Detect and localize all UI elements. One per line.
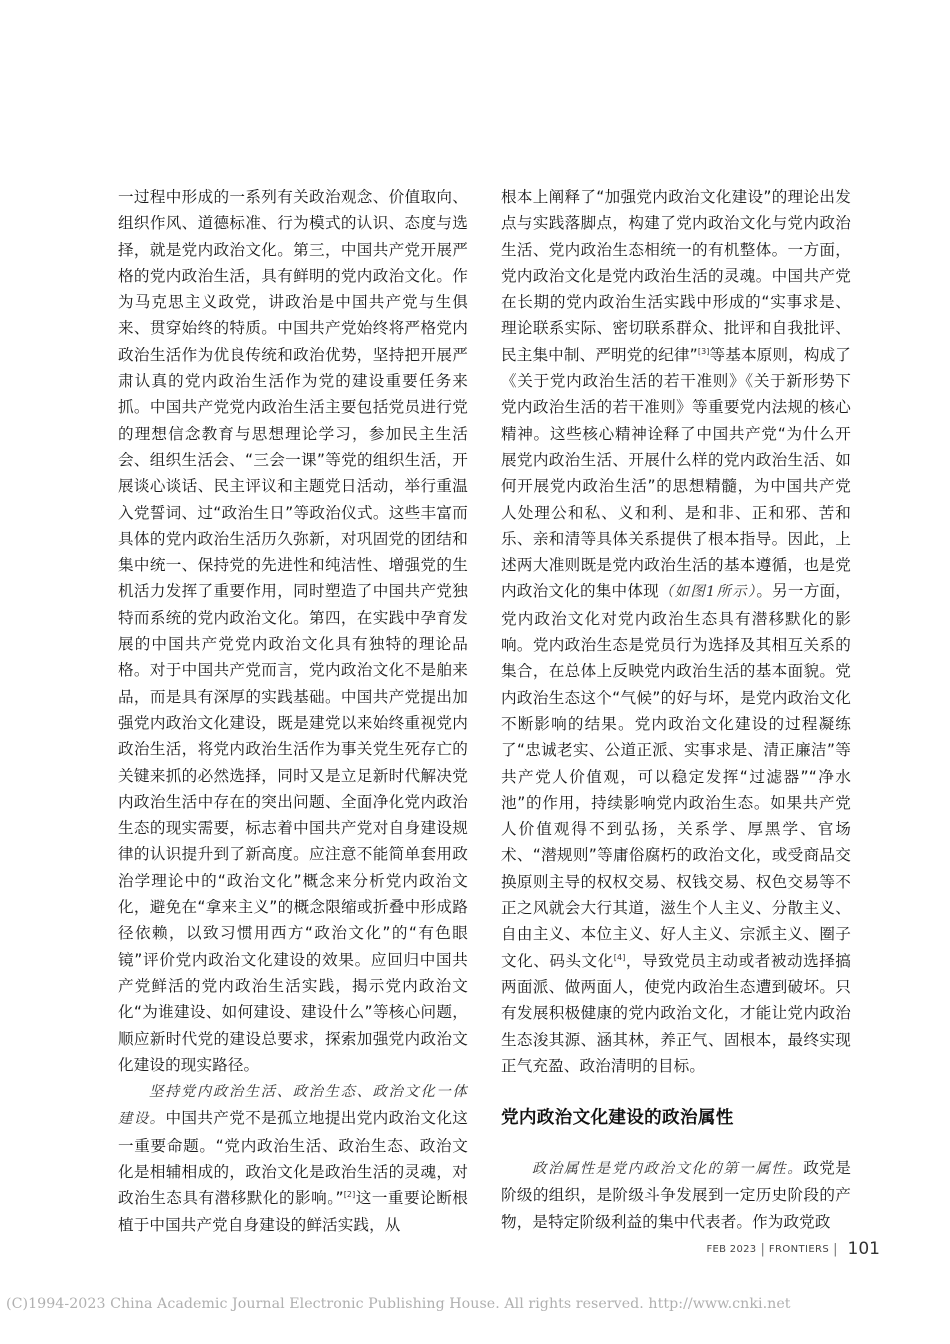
body-text: 根本上阐释了“加强党内政治文化建设”的理论出发点与实践落脚点，构建了党内政治文化与党内政治生活、党内政治生态相统一的有机整体。一方面，党内政治文化是党内政治生活的灵魂。中国共产党在长期的党内政治生活实践中形成的“实事求是、理论联系实际、密切联系群众、批评和自我批评、民主集中制、严明党的纪律” [501,188,851,364]
figure-reference[interactable]: （如图1所示） [658,584,757,601]
body-text: ，导致党员主动或者被动选择搞两面派、做两面人，使党内政治生态遭到破坏。只有发展积极健康的党内政治文化，才能让党内政治生态浚其源、涵其林，养正气、固根本，最终实现正气充盈、政治清明的目标。 [501,951,852,1075]
copyright-watermark: (C)1994-2023 China Academic Journal Electronic Publishing House. All rights reserved. http://www.cnki.net [6,1296,791,1312]
body-text: 中国共产党不是孤立地提出党内政治文化这一重要命题。“党内政治生活、政治生态、政治文化是相辅相成的，政治文化是政治生活的灵魂，对政治生态具有潜移默化的影响。” [118,1109,468,1208]
body-text: 等基本原则，构成了《关于党内政治生活的若干准则》《关于新形势下党内政治生活的若干准则》等重要党内法规的核心精神。这些核心精神诠释了中国共产党“为什么开展党内政治生活、开展什么样的党内政治生活、如何开展党内政治生活”的思想精髓，为中国共产党人处理公和私、义和利、是和非、正和邪、苦和乐、亲和清等具体关系提供了根本指导。因此，上述两大准则既是党内政治生活的基本遵循，也是党内政治文化的集中体现 [501,345,851,601]
body-text: 政党是阶级的组织，是阶级斗争发展到一定历史阶段的产物，是特定阶级利益的集中代表者。作为政党政 [501,1159,851,1231]
body-paragraph [501,1155,851,1235]
paragraph-lead: 坚持党内政治生活、政治生态、政治文化一体建设。 [118,1084,468,1128]
issue-date: FEB 2023 [706,1243,757,1255]
citation-ref[interactable]: [3] [697,346,710,356]
page-footer [706,1238,880,1260]
body-paragraph [118,1078,468,1238]
footer-separator: | [833,1241,838,1257]
magazine-name: FRONTIERS [768,1243,830,1255]
section-heading: 党内政治文化建设的政治属性 [501,1107,734,1129]
body-text: 这一重要论断根植于中国共产党自身建设的鲜活实践，从 [118,1189,469,1234]
citation-ref[interactable]: [2] [343,1190,356,1200]
body-paragraph [501,184,851,1079]
footer-separator: | [760,1241,765,1257]
citation-ref[interactable]: [4] [613,952,626,962]
page-number: 101 [847,1239,880,1259]
paragraph-lead: 政治属性是党内政治文化的第一属性。 [532,1161,804,1178]
left-column [118,184,468,1238]
body-paragraph: 一过程中形成的一系列有关政治观念、价值取向、组织作风、道德标准、行为模式的认识、态度与选择，就是党内政治文化。第三，中国共产党开展严格的党内政治生活，具有鲜明的党内政治文化。作为马克思主义政党，讲政治是中国共产党与生俱来、贯穿始终的特质。中国共产党始终将严格党内政治生活作为优良传统和政治优势，坚持把开展严肃认真的党内政治生活作为党的建设重要任务来抓。中国共产党党内政治生活主要包括党员进行党的理想信念教育与思想理论学习，参加民主生活会、组织生活会、“三会一课”等党的组织生活，开展谈心谈话、民主评议和主题党日活动，举行重温入党誓词、过“政治生日”等政治仪式。这些丰富而具体的党内政治生活历久弥新，对巩固党的团结和集中统一、保持党的先进性和纯洁性、增强党的生机活力发挥了重要作用，同时塑造了中国共产党独特而系统的党内政治文化。第四，在实践中孕育发展的中国共产党党内政治文化具有独特的理论品格。对于中国共产党而言，党内政治文化不是舶来品，而是具有深厚的实践基础。中国共产党提出加强党内政治文化建设，既是建党以来始终重视党内政治生活，将党内政治生活作为事关党生死存亡的关键来抓的必然选择，同时又是立足新时代解决党内政治生活中存在的突出问题、全面净化党内政治生态的现实需要，标志着中国共产党对自身建设规律的认识提升到了新高度。应注意不能简单套用政治学理论中的“政治文化”概念来分析党内政治文化，避免在“拿来主义”的概念限缩或折叠中形成路径依赖，以致习惯用西方“政治文化”的“有色眼镜”评价党内政治文化建设的效果。应回归中国共产党鲜活的党内政治生活实践，揭示党内政治文化“为谁建设、如何建设、建设什么”等核心问题，顺应新时代党的建设总要求，探索加强党内政治文化建设的现实路径。 [118,188,468,1074]
right-column [501,184,851,1235]
body-text: 。另一方面，党内政治文化对党内政治生态具有潜移默化的影响。党内政治生态是党员行为选择及其相互关系的集合，在总体上反映党内政治生活的基本面貌。党内政治生态这个“气候”的好与坏，是党内政治文化不断影响的结果。党内政治文化建设的过程凝练了“忠诚老实、公道正派、实事求是、清正廉洁”等共产党人价值观，可以稳定发挥“过滤器”“净水池”的作用，持续影响党内政治生态。如果共产党人价值观得不到弘扬，关系学、厚黑学、官场术、“潜规则”等庸俗腐朽的政治文化，或受商品交换原则主导的权权交易、权钱交易、权色交易等不正之风就会大行其道，滋生个人主义、分散主义、自由主义、本位主义、好人主义、宗派主义、圈子文化、码头文化 [501,582,852,970]
